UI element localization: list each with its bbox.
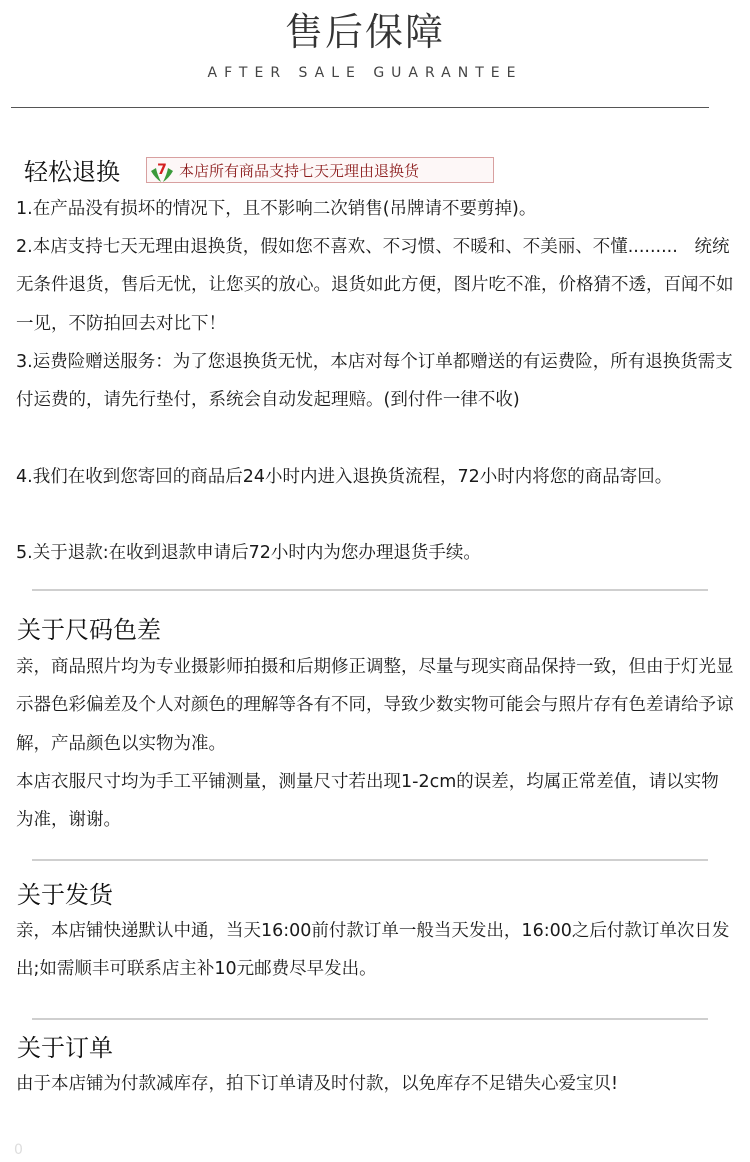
page-subtitle: AFTER SALE GUARANTEE (207, 65, 523, 81)
seven-day-return-text: 本店所有商品支持七天无理由退换货 (179, 162, 420, 180)
size-color-paragraph-1: 亲，商品照片均为专业摄影师拍摄和后期修正调整，尽量与现实商品保持一致，但由于灯光显示器色彩偏差及个人对颜色的理解等各有不同，导致少数实物可能会与照片存有色差请给予谅解，产品颜色以实物为准。 (16, 657, 734, 754)
shipping-title: 关于发货 (17, 881, 113, 909)
easy-return-item-1: 1.在产品没有损坏的情况下，且不影响二次销售(吊牌请不要剪掉)。 (16, 199, 537, 219)
size-color-title: 关于尺码色差 (17, 616, 161, 644)
header-divider (11, 107, 709, 108)
svg-text:7: 7 (157, 162, 167, 178)
seven-day-return-badge (146, 157, 494, 183)
section-divider (32, 859, 708, 861)
easy-return-title: 轻松退换 (24, 158, 120, 186)
easy-return-item-5: 5.关于退款:在收到退款申请后72小时内为您办理退货手续。 (16, 543, 481, 563)
easy-return-item-2: 2.本店支持七天无理由退换货，假如您不喜欢、不习惯、不暖和、不美丽、不懂......... 统统无条件退货，售后无忧，让您买的放心。退货如此方便，图片吃不准，价格猜不透，百闻不如一见，不防拍回去对比下！ (16, 237, 734, 334)
section-divider (32, 589, 708, 591)
page-title: 售后保障 (284, 10, 445, 54)
section-divider (32, 1018, 708, 1020)
corner-glyph: 0 (14, 1142, 23, 1158)
seven-day-return-icon (149, 158, 175, 184)
shipping-paragraph: 亲，本店铺快递默认中通，当天16:00前付款订单一般当天发出，16:00之后付款订单次日发出;如需顺丰可联系店主补10元邮费尽早发出。 (16, 921, 730, 980)
orders-title: 关于订单 (17, 1034, 113, 1062)
easy-return-item-4: 4.我们在收到您寄回的商品后24小时内进入退换货流程，72小时内将您的商品寄回。 (16, 467, 673, 487)
size-color-paragraph-2: 本店衣服尺寸均为手工平铺测量，测量尺寸若出现1-2cm的误差，均属正常差值，请以实物为准，谢谢。 (16, 772, 719, 831)
orders-paragraph: 由于本店铺为付款减库存，拍下订单请及时付款，以免库存不足错失心爱宝贝! (16, 1074, 619, 1094)
easy-return-item-3: 3.运费险赠送服务：为了您退换货无忧，本店对每个订单都赠送的有运费险，所有退换货需支付运费的，请先行垫付，系统会自动发起理赔。(到付件一律不收) (16, 352, 733, 411)
